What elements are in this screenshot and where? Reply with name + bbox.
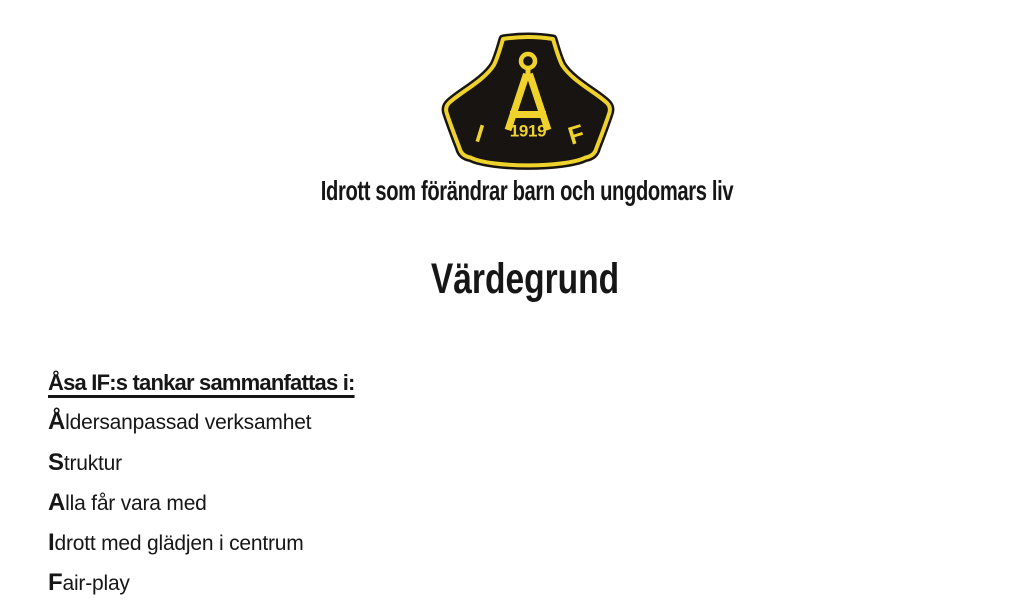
crest-year-1919: 1919 [509, 121, 547, 141]
value-item-idrott-med-gladjen [48, 523, 355, 563]
value-item-struktur [48, 443, 355, 483]
value-initial: S [48, 448, 64, 476]
value-initial: F [48, 569, 63, 597]
club-crest-logo [440, 30, 617, 176]
values-intro: Åsa IF:s tankar sammanfattas i: [48, 370, 355, 395]
value-item-fair-play [48, 563, 355, 603]
crest-letter-i: I [472, 119, 488, 149]
value-initial: Å [48, 408, 66, 436]
value-initial: A [48, 488, 66, 516]
club-crest-icon [440, 30, 617, 176]
value-rest: ldersanpassad verksamhet [65, 411, 312, 435]
value-rest: drott med glädjen i centrum [54, 532, 304, 556]
page-title: Värdegrund [430, 255, 620, 303]
value-rest: lla får vara med [65, 491, 207, 515]
value-item-alla-far-vara-med [48, 483, 355, 523]
crest-letter-f: F [564, 119, 588, 151]
value-rest: air-play [62, 572, 130, 596]
value-initial: I [48, 529, 55, 557]
values-list [48, 363, 355, 604]
value-rest: truktur [63, 451, 122, 475]
value-item-aldersanpassad [48, 402, 355, 442]
tagline: Idrott som förändrar barn och ungdomars liv [320, 175, 734, 206]
